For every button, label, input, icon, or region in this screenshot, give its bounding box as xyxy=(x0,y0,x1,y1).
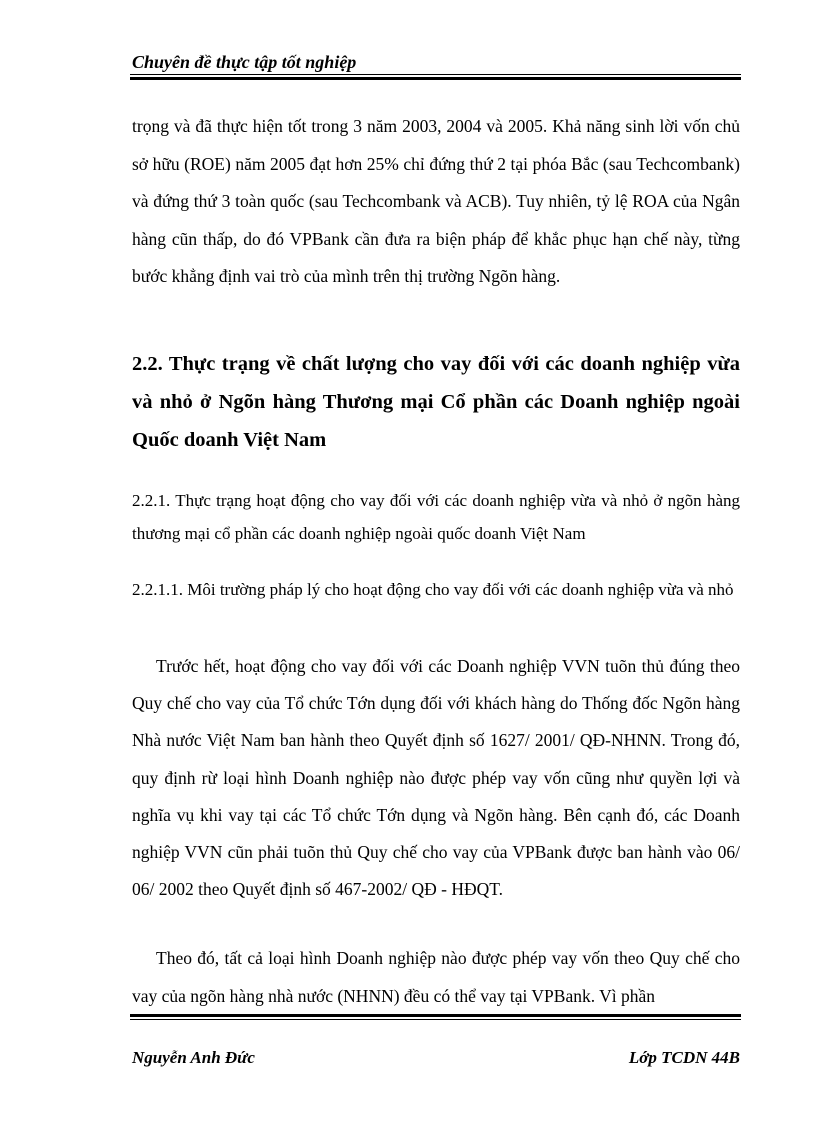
header-rule-thin xyxy=(130,74,741,75)
footer-rule-thin xyxy=(130,1019,741,1020)
paragraph-3: Theo đó, tất cả loại hình Doanh nghiệp nào được phép vay vốn theo Quy chế cho vay của ngõn hàng nhà nước (NHNN) đều có thể vay tại VPBank. Vì phần xyxy=(132,948,740,1006)
paragraph-2: Trước hết, hoạt động cho vay đối với các Doanh nghiệp VVN tuõn thủ đúng theo Quy chế cho vay của Tổ chức Tớn dụng đối với khách hàng do Thống đốc Ngõn hàng Nhà nước Việt Nam ban hành theo Quyết định số 1627/ 2001/ QĐ-NHNN. Trong đó, quy định rừ loại hình Doanh nghiệp nào được phép vay vốn cũng như quyền lợi và nghĩa vụ khi vay tại các Tổ chức Tớn dụng và Ngõn hàng. Bên cạnh đó, các Doanh nghiệp VVN cũn phải tuõn thủ Quy chế cho vay của VPBank được ban hành vào 06/ 06/ 2002 theo Quyết định số 467-2002/ QĐ - HĐQT. xyxy=(132,656,740,900)
subsection-heading-1: 2.2.1. Thực trạng hoạt động cho vay đối với các doanh nghiệp vừa và nhỏ ở ngõn hàng thương mại cổ phần các doanh nghiệp ngoài quốc doanh Việt Nam xyxy=(132,491,740,543)
footer-class: Lớp TCDN 44B xyxy=(628,1048,740,1067)
footer-author: Nguyễn Anh Đức xyxy=(132,1048,255,1067)
header-title: Chuyên đề thực tập tốt nghiệp xyxy=(132,52,357,72)
section-heading: 2.2. Thực trạng về chất lượng cho vay đối với các doanh nghiệp vừa và nhỏ ở Ngõn hàng Thương mại Cổ phần các Doanh nghiệp ngoài Quốc doanh Việt Nam xyxy=(132,353,740,451)
footer-rule-thick xyxy=(130,1014,741,1017)
paragraph-1: trọng và đã thực hiện tốt trong 3 năm 2003, 2004 và 2005. Khả năng sinh lời vốn chủ sở hữu (ROE) năm 2005 đạt hơn 25% chỉ đứng thứ 2 tại phóa Bắc (sau Techcombank) và đứng thứ 3 toàn quốc (sau Techcombank và ACB). Tuy nhiên, tỷ lệ ROA của Ngân hàng cũn thấp, do đó VPBank cần đưa ra biện pháp để khắc phục hạn chế này, từng bước khẳng định vai trò của mình trên thị trường Ngõn hàng. xyxy=(132,116,740,286)
header-rule-thick xyxy=(130,77,741,80)
subsection-heading-2: 2.2.1.1. Môi trường pháp lý cho hoạt động cho vay đối với các doanh nghiệp vừa và nhỏ xyxy=(132,580,734,599)
